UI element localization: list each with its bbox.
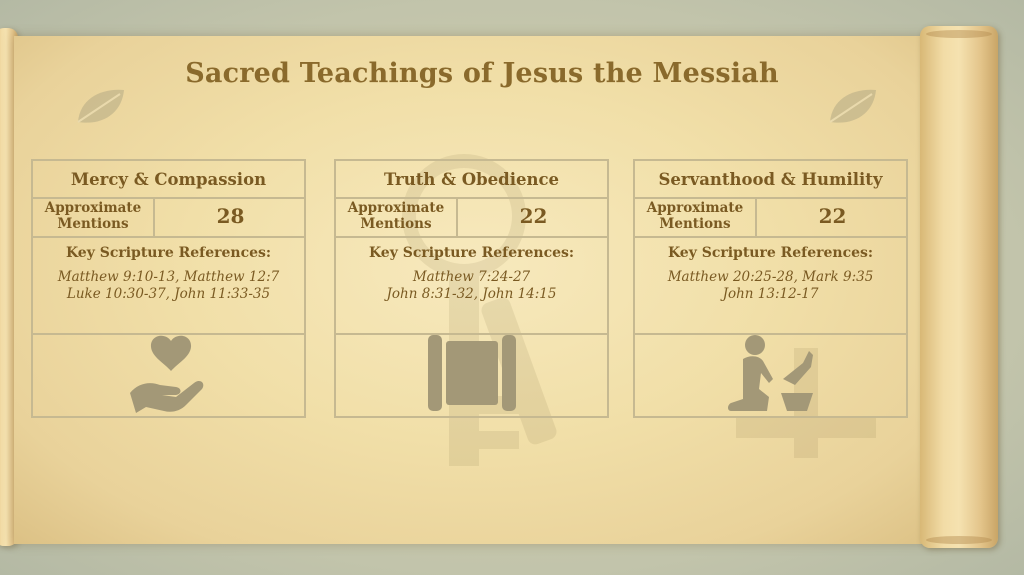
heart-in-hand-icon (124, 333, 214, 415)
stat-label: Approximate Mentions (635, 197, 757, 236)
page-title: Sacred Teachings of Jesus the Messiah (185, 58, 779, 89)
refs-heading: Key Scripture References: (368, 245, 575, 261)
card-title: Mercy & Compassion (33, 161, 304, 199)
card-title: Truth & Obedience (336, 161, 607, 199)
stat-value: 28 (216, 204, 245, 228)
icon-area (336, 333, 607, 418)
scroll-roll-right (920, 26, 998, 548)
ref-line: Matthew 20:25-28, Mark 9:35 (667, 269, 874, 285)
teaching-card-mercy (31, 159, 306, 418)
stat-row (635, 197, 906, 238)
stat-label: Approximate Mentions (336, 197, 458, 236)
stat-label: Approximate Mentions (33, 197, 155, 236)
ref-line: John 8:31-32, John 14:15 (386, 286, 557, 302)
scroll-icon (424, 333, 520, 415)
teaching-card-servanthood (633, 159, 908, 418)
ref-line: Luke 10:30-37, John 11:33-35 (66, 286, 271, 302)
ref-line: Matthew 9:10-13, Matthew 12:7 (57, 269, 280, 285)
refs-heading: Key Scripture References: (667, 245, 874, 261)
ref-line: John 13:12-17 (722, 286, 819, 302)
stat-row (33, 197, 304, 238)
stat-value: 22 (818, 204, 847, 228)
teaching-card-truth (334, 159, 609, 418)
scripture-refs (635, 236, 906, 335)
icon-area (33, 333, 304, 418)
leaf-icon (74, 86, 128, 128)
foot-washing-icon (723, 333, 819, 415)
card-title: Servanthood & Humility (635, 161, 906, 199)
parchment-scroll (14, 36, 942, 544)
leaf-icon (826, 86, 880, 128)
scripture-refs (336, 236, 607, 335)
stat-value: 22 (519, 204, 548, 228)
refs-heading: Key Scripture References: (65, 245, 272, 261)
ref-line: Matthew 7:24-27 (412, 269, 531, 285)
icon-area (635, 333, 906, 418)
stat-row (336, 197, 607, 238)
scripture-refs (33, 236, 304, 335)
